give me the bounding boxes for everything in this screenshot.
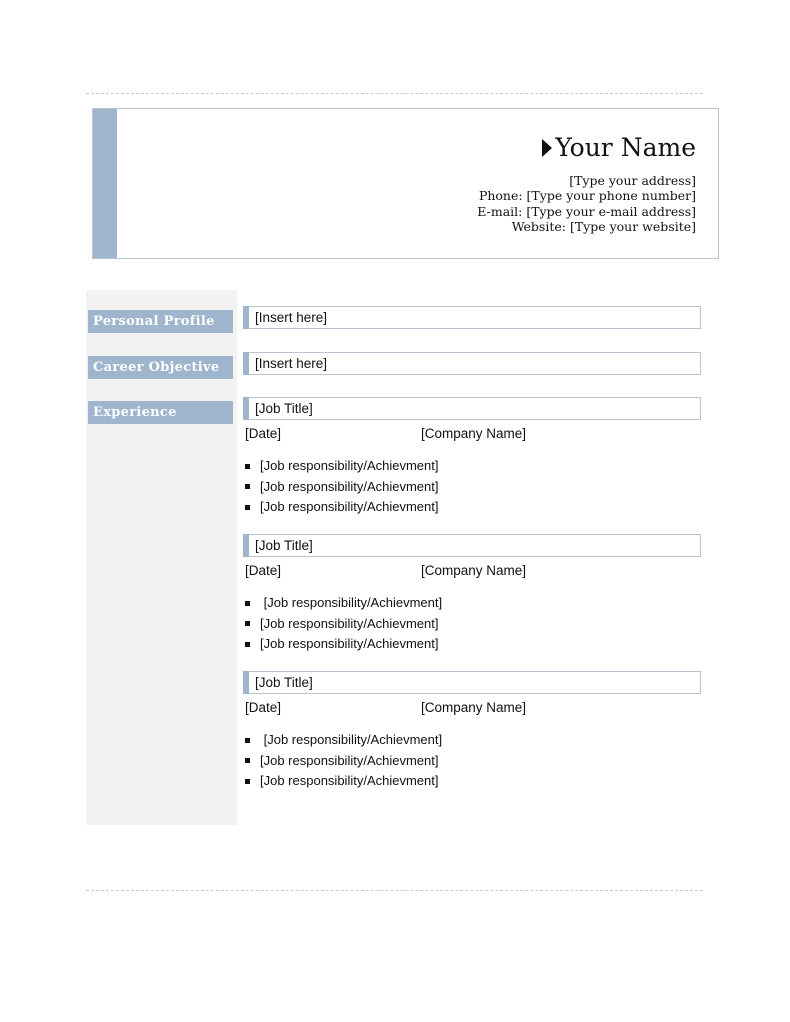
responsibility-text[interactable]: [Job responsibility/Achievment] xyxy=(260,636,439,651)
bullet-square-icon xyxy=(245,758,250,763)
responsibility-text[interactable]: [Job responsibility/Achievment] xyxy=(260,732,443,747)
responsibility-list-1 xyxy=(245,456,438,518)
contact-block xyxy=(477,133,696,234)
list-item[interactable] xyxy=(245,593,442,614)
triangle-marker-icon xyxy=(542,139,552,157)
career-objective-label: Career Objective xyxy=(88,356,233,379)
job-date-3[interactable]: [Date] xyxy=(245,700,282,715)
job-company-3[interactable]: [Company Name] xyxy=(421,700,527,715)
header-box xyxy=(92,108,719,259)
job-title-2[interactable]: [Job Title] xyxy=(255,538,313,553)
job-title-3[interactable]: [Job Title] xyxy=(255,675,313,690)
personal-profile-value[interactable]: [Insert here] xyxy=(255,310,328,325)
website-field[interactable]: Website: [Type your website] xyxy=(511,218,696,234)
bottom-page-divider xyxy=(86,890,703,891)
responsibility-text[interactable]: [Job responsibility/Achievment] xyxy=(260,615,439,631)
career-objective-field[interactable] xyxy=(243,352,701,375)
bullet-square-icon xyxy=(245,484,250,489)
list-item[interactable] xyxy=(245,634,442,655)
bullet-square-icon xyxy=(245,642,250,647)
name-text[interactable]: Your Name xyxy=(555,133,696,162)
bullet-square-icon xyxy=(245,621,250,626)
email-field[interactable]: E-mail: [Type your e-mail address] xyxy=(477,203,696,219)
field-accent xyxy=(243,671,249,694)
bullet-square-icon xyxy=(245,601,250,606)
address-field[interactable]: [Type your address] xyxy=(569,173,696,188)
job-company-1[interactable]: [Company Name] xyxy=(421,426,527,441)
job-company-2[interactable]: [Company Name] xyxy=(421,563,527,578)
responsibility-text[interactable]: [Job responsibility/Achievment] xyxy=(260,458,439,473)
job-title-1[interactable]: [Job Title] xyxy=(255,401,313,416)
experience-label: Experience xyxy=(88,401,233,424)
bullet-square-icon xyxy=(245,738,250,743)
phone-field[interactable]: Phone: [Type your phone number] xyxy=(478,188,696,204)
responsibility-text[interactable]: [Job responsibility/Achievment] xyxy=(260,478,439,494)
name-heading[interactable] xyxy=(477,133,696,163)
field-accent xyxy=(243,534,249,557)
responsibility-text[interactable]: [Job responsibility/Achievment] xyxy=(260,752,439,768)
responsibility-text[interactable]: [Job responsibility/Achievment] xyxy=(260,499,439,514)
career-objective-value[interactable]: [Insert here] xyxy=(255,356,328,371)
responsibility-text[interactable]: [Job responsibility/Achievment] xyxy=(260,595,443,610)
responsibility-text[interactable]: [Job responsibility/Achievment] xyxy=(260,773,439,788)
list-item[interactable] xyxy=(245,456,438,477)
field-accent xyxy=(243,352,249,375)
list-item[interactable] xyxy=(245,614,442,635)
personal-profile-field[interactable] xyxy=(243,306,701,329)
responsibility-list-2 xyxy=(245,593,442,655)
job-title-field-2[interactable] xyxy=(243,534,701,557)
list-item[interactable] xyxy=(245,751,442,772)
job-date-2[interactable]: [Date] xyxy=(245,563,282,578)
bullet-square-icon xyxy=(245,505,250,510)
job-title-field-1[interactable] xyxy=(243,397,701,420)
list-item[interactable] xyxy=(245,477,438,498)
bullet-square-icon xyxy=(245,464,250,469)
bullet-square-icon xyxy=(245,779,250,784)
job-title-field-3[interactable] xyxy=(243,671,701,694)
field-accent xyxy=(243,397,249,420)
responsibility-list-3 xyxy=(245,730,442,792)
top-page-divider xyxy=(86,93,703,94)
header-accent-bar xyxy=(93,109,117,258)
list-item[interactable] xyxy=(245,771,442,792)
list-item[interactable] xyxy=(245,497,438,518)
list-item[interactable] xyxy=(245,730,442,751)
field-accent xyxy=(243,306,249,329)
personal-profile-label: Personal Profile xyxy=(88,310,233,333)
job-date-1[interactable]: [Date] xyxy=(245,426,282,441)
